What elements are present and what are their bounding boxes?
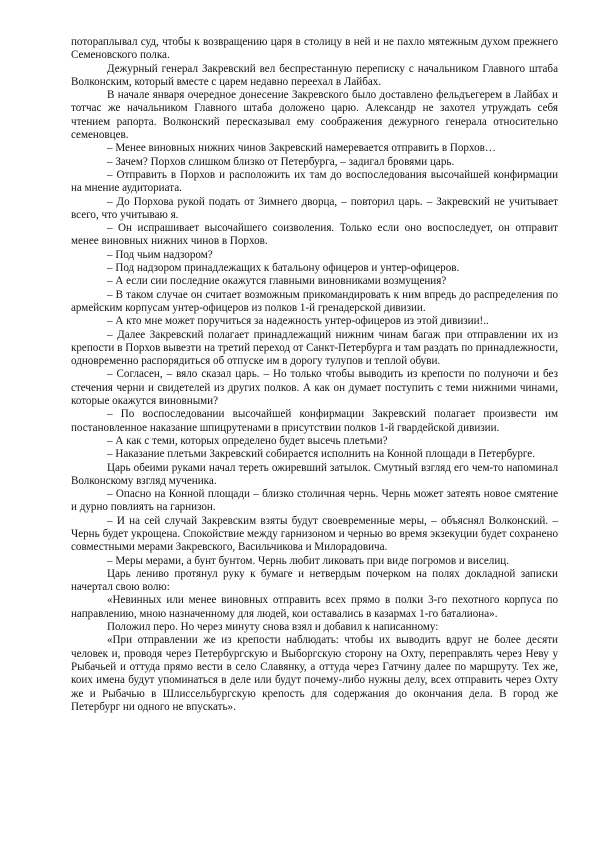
dialogue-line: – В таком случае он считает возможным прикомандировать к ним впредь до распределения по армейским корпусам унтер-офицеров из полков 1-й гренадерской дивизии.	[71, 288, 558, 314]
dialogue-line: – Опасно на Конной площади – близко столичная чернь. Чернь может затеять новое смятение и дурно повлиять на гарнизон.	[71, 488, 558, 514]
dialogue-line: – Зачем? Порхов слишком близко от Петербурга, – задигал бровями царь.	[107, 155, 455, 168]
dialogue-line: – Меры мерами, а бунт бунтом. Чернь любит ликовать при виде погромов и виселиц.	[107, 554, 509, 567]
document-page	[71, 36, 558, 714]
paragraph-3: В начале января очередное донесение Закревского было доставлено фельдъегерем в Лайбах и тотчас же начальником Главного штаба доложено царю. Александр не захотел утруждать себя чтением рапорта. Волконский пересказывал ему соображения дежурного генерала относительно семеновцев.	[71, 89, 558, 142]
dialogue-line: – А кто мне может поручиться за надежность унтер-офицеров из этой дивизии!..	[107, 315, 489, 328]
paragraph-narration: Царь обеими руками начал тереть ожиревший затылок. Смутный взгляд его чем-то напоминал Волконскому взгляд мученика.	[71, 461, 558, 487]
paragraph-1: потораплывал суд, чтобы к возвращению царя в столицу в ней и не пахло мятежным духом прежнего Семеновского полка.	[71, 36, 558, 62]
paragraph-narration: Положил перо. Но через минуту снова взял и добавил к написанному:	[107, 621, 439, 634]
dialogue-line: – Под чьим надзором?	[107, 248, 213, 261]
dialogue-line: – Под надзором принадлежащих к батальону офицеров и унтер-офицеров.	[107, 262, 460, 275]
dialogue-line: – Согласен, – вяло сказал царь. – Но только чтобы выводить из крепости по полуночи и без стечения черни и свидетелей из других полков. А как он думает поступить с теми нижними чинами, которые окажутся виновными?	[71, 368, 558, 408]
dialogue-line: – Наказание плетьми Закревский собирается исполнить на Конной площади в Петербурге.	[107, 448, 535, 461]
dialogue-line: – Он испрашивает высочайшего соизволения. Только если оно воспоследует, он отправит менее виновных нижних чинов в Порхов.	[71, 222, 558, 248]
quoted-resolution: «Невинных или менее виновных отправить всех прямо в полки 3-го пехотного корпуса по направлению, мною назначенному для людей, кои оставались в казармах 1-го баталиона».	[71, 594, 558, 620]
dialogue-line: – А если сии последние окажутся главными виновниками возмущения?	[107, 275, 447, 288]
dialogue-line: – А как с теми, которых определено будет высечь плетьми?	[107, 434, 388, 447]
dialogue-line: – И на сей случай Закревским взяты будут своевременные меры, – объяснял Волконский. – Чернь будет укрощена. Спокойствие между гарнизоном и чернью во время экзекуции будет сохранено совместными мерами Закревского, Васильчикова и Милорадовича.	[71, 514, 558, 554]
dialogue-line: – Менее виновных нижних чинов Закревский намеревается отправить в Порхов…	[107, 142, 496, 155]
dialogue-line: – Далее Закревский полагает принадлежащий нижним чинам багаж при отправлении их из крепости в Порхов вывезти на третий переход от Санкт-Петербурга и там раздать по принадлежности, одновременно распорядиться об отпуске им в дорогу тулупов и теплой обуви.	[71, 328, 558, 368]
quoted-resolution: «При отправлении же из крепости наблюдать: чтобы их выводить вдруг не более десяти человек и, проводя через Петербургскую и Выборгскую сторону на Охту, переправлять через Неву у Рыбачьей и оттуда прямо вести в село Славянку, а оттуда через Гатчину далее по маршруту. Тех же, коих имена будут упоминаться в деле или будут почему-либо нужны делу, всех отправить через Охту же и Рыбачью в Шлиссельбургскую крепость для содержания до окончания дела. В город же Петербург ни одного не впускать».	[71, 634, 558, 713]
dialogue-line: – Отправить в Порхов и расположить их там до воспоследования высочайшей конфирмации на мнение аудиториата.	[71, 168, 558, 195]
dialogue-line: – По воспоследовании высочайшей конфирмации Закревский полагает произвести им постановленное наказание шпицрутенами в присутствии полков 1-й гвардейской дивизии.	[71, 408, 558, 434]
paragraph-2: Дежурный генерал Закревский вел беспрестанную переписку с начальником Главного штаба Волконским, который вместе с царем недавно переехал в Лайбах.	[71, 62, 558, 88]
dialogue-line: – До Порхова рукой подать от Зимнего дворца, – повторил царь. – Закревский не учитывает всего, что учитываю я.	[71, 195, 558, 221]
paragraph-narration: Царь лениво протянул руку к бумаге и нетвердым почерком на полях докладной записки начертал свою волю:	[71, 567, 558, 594]
